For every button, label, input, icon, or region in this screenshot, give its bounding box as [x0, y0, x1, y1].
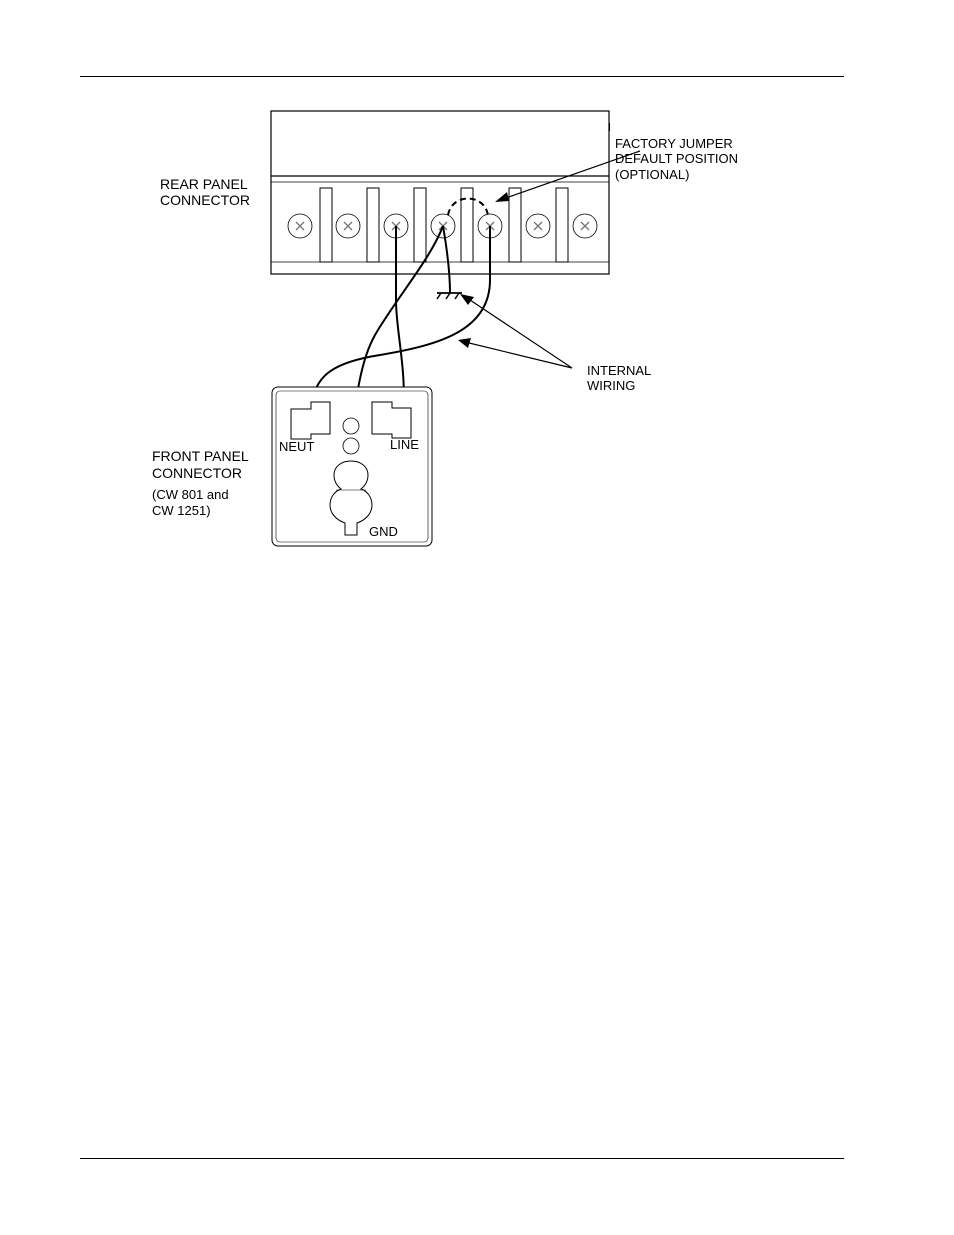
screw-icon: [526, 214, 550, 238]
front-panel-label-2: CONNECTOR: [152, 465, 242, 481]
front-panel-connector: [272, 387, 432, 546]
rear-panel-label-1: REAR PANEL: [160, 176, 248, 192]
front-socket-label-neut: NEUT: [279, 439, 315, 454]
chassis-ground-icon: [437, 293, 462, 299]
rear-panel-connector: [271, 111, 609, 274]
internal-wiring-label-2: WIRING: [587, 378, 636, 393]
front-socket-label-gnd: GND: [369, 524, 398, 539]
screw-icon: [288, 214, 312, 238]
factory-jumper-label-2: DEFAULT POSITION: [615, 151, 739, 166]
screw-icon: [336, 214, 360, 238]
rear-panel-label-2: CONNECTOR: [160, 192, 250, 208]
front-panel-models-1: (CW 801 and: [152, 487, 229, 502]
front-panel-label-1: FRONT PANEL: [152, 448, 249, 464]
front-socket-label-line: LINE: [390, 437, 419, 452]
internal-wiring-arrows: [458, 294, 572, 368]
factory-jumper-label-1: FACTORY JUMPER: [615, 136, 733, 151]
internal-wiring-label-1: INTERNAL: [587, 363, 652, 378]
screw-icon: [573, 214, 597, 238]
front-panel-models-2: CW 1251): [152, 503, 211, 518]
factory-jumper-label-3: (OPTIONAL): [615, 167, 690, 182]
